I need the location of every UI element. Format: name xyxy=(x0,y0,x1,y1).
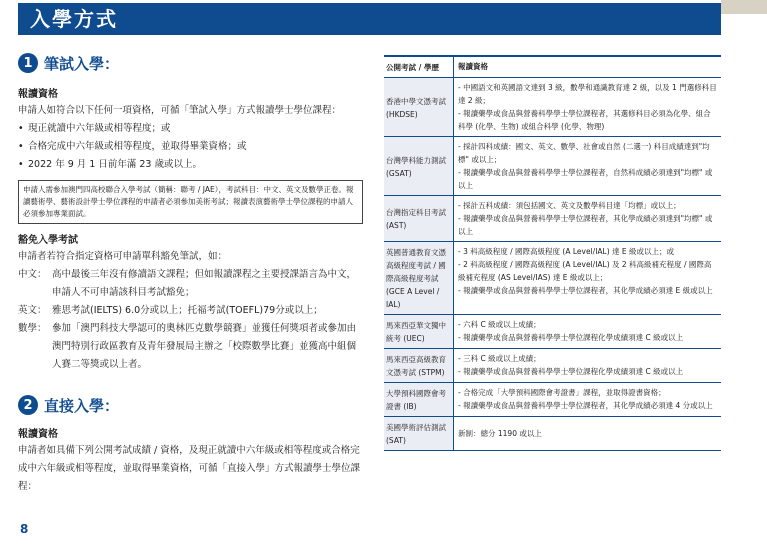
page-number: 8 xyxy=(20,522,29,536)
table-cell-requirement xyxy=(454,315,721,348)
section-2-eligibility-title: 報讀資格 xyxy=(18,429,58,440)
section-1-heading xyxy=(18,50,363,76)
requirement-line: - 六科 C 級或以上成績； xyxy=(458,320,541,329)
table-cell-exam: 台灣學科能力測試 (GSAT) xyxy=(384,137,454,195)
table-cell-requirement xyxy=(454,78,721,136)
admission-requirements-table xyxy=(384,55,721,451)
section-2-heading xyxy=(18,392,363,418)
section-1-eligibility-intro: 申請人如符合以下任何一項資格，可循「筆試入學」方式報讀學士學位課程： xyxy=(18,105,342,116)
table-row xyxy=(384,78,721,137)
page-title: 入學方式 xyxy=(30,7,118,31)
table-cell-exam: 馬來西亞華文獨中統考 (UEC) xyxy=(384,315,454,348)
table-cell-requirement xyxy=(454,196,721,241)
requirement-line: - 三科 C 級或以上成績； xyxy=(458,354,541,363)
exemption-text: 參加「澳門科技大學認可的奧林匹克數學競賽」並獲任何獎項者或參加由澳門特別行政區教育及青年發展局主辦之「校際數學比賽」並獲高中組個人賽二等獎或以上者。 xyxy=(52,323,357,370)
requirement-line: - 中國語文和英國語文達到 3 級，數學和通識教育達 2 級，以及 1 門選修科目達 2 級； xyxy=(458,83,717,105)
exemption-text: 雅思考試(IELTS) 6.0分或以上；托福考試(TOEFL)79分或以上； xyxy=(52,305,323,316)
top-edge-strip xyxy=(721,0,767,14)
exemption-intro: 申請者若符合指定資格可申請單科豁免筆試，如： xyxy=(18,251,228,262)
requirement-line: 新制：總分 1190 或以上 xyxy=(458,429,542,438)
table-row xyxy=(384,315,721,349)
bullet-item: • 合格完成中六年級或相等程度，並取得畢業資格；或 xyxy=(18,138,363,156)
requirement-line: - 報讀藥學或食品與營養科學學士學位課程化學成績須達 C 級或以上 xyxy=(458,333,684,342)
exemption-row-english xyxy=(18,302,363,320)
left-column xyxy=(18,50,363,496)
requirement-line: - 報讀藥學或食品與營養科學學士學位課程者，自然科成績必須達到"均標" 或以上 xyxy=(458,168,713,190)
requirement-line: - 報讀藥學或食品與營養科學學士學位課程化學成績須達 C 級或以上 xyxy=(458,367,684,376)
jae-note-box: 申請人需參加澳門四高校聯合入學考試（簡稱：聯考 / JAE），考試科目：中文、英文及數學正卷。報讀藝術學、藝術設計學士學位課程的申請者必須參加美術考試；報讀表演藝術學士學位課程的申請人必須參加專業面試。 xyxy=(18,180,363,224)
exemption-label: 數學： xyxy=(18,323,47,334)
requirement-line: - 報讀藥學或食品與營養科學學士學位課程者，其選修科目必須為化學、組合科學 (化學、生物) 或組合科學 (化學、物理) xyxy=(458,109,711,131)
table-cell-exam: 台灣指定科目考試 (AST) xyxy=(384,196,454,241)
table-header-exam: 公開考試 / 學歷 xyxy=(384,57,454,77)
table-cell-requirement xyxy=(454,242,721,314)
section-1-number-badge: 1 xyxy=(18,53,38,73)
section-1-eligibility-title: 報讀資格 xyxy=(18,89,58,100)
requirement-line: - 3 科高級程度 / 國際高級程度 (A Level/IAL) 達 E 級或以上；或 xyxy=(458,247,675,256)
table-header-row xyxy=(384,57,721,78)
table-cell-exam: 美國學術評估測試 (SAT) xyxy=(384,417,454,450)
table-cell-requirement xyxy=(454,383,721,416)
title-banner xyxy=(18,3,721,35)
table-row xyxy=(384,137,721,196)
table-cell-requirement xyxy=(454,349,721,382)
table-cell-exam: 馬來西亞高級教育文憑考試 (STPM) xyxy=(384,349,454,382)
table-cell-requirement xyxy=(454,137,721,195)
section-2-number-badge: 2 xyxy=(18,395,38,415)
section-2-title: 直接入學： xyxy=(44,396,120,415)
bullet-item: • 現正就讀中六年級或相等程度；或 xyxy=(18,120,363,138)
section-2-eligibility-intro: 申請者如具備下列公開考試成績 / 資格，及現正就讀中六年級或相等程度或合格完成中六年級或相等程度，並取得畢業資格，可循「直接入學」方式報讀學士學位課程： xyxy=(18,445,361,492)
bullet-item: • 2022 年 9 月 1 日前年滿 23 歲或以上。 xyxy=(18,156,363,174)
exemption-text: 高中最後三年沒有修讀語文課程；但如報讀課程之主要授課語言為中文，申請人不可申請該科目考試豁免； xyxy=(52,269,357,298)
table-row xyxy=(384,383,721,417)
requirement-line: - 報讀藥學或食品與營養科學學士學位課程者，其化學成績必須達 E 級或以上 xyxy=(458,286,713,295)
section-1-title: 筆試入學： xyxy=(44,54,120,73)
exemption-label: 英文： xyxy=(18,305,47,316)
exemption-row-chinese xyxy=(18,266,363,302)
table-row xyxy=(384,242,721,315)
requirement-line: - 合格完成「大學預科國際會考證書」課程，並取得證書資格； xyxy=(458,388,666,397)
exemption-label: 中文： xyxy=(18,269,47,280)
table-row xyxy=(384,196,721,242)
requirement-line: - 2 科高級程度 / 國際高級程度 (A Level/IAL) 及 2 科高級補充程度 / 國際高級補充程度 (AS Level/IAS) 達 E 級或以上； xyxy=(458,260,712,282)
table-cell-exam: 英國普通教育文憑高級程度考試 / 國際高級程度考試 (GCE A Level / IAL) xyxy=(384,242,454,314)
exemption-title: 豁免入學考試 xyxy=(18,235,78,246)
requirement-line: - 採計五科成績：須包括國文、英文及數學科目達「均標」或以上； xyxy=(458,201,681,210)
table-cell-exam: 大學預科國際會考證書 (IB) xyxy=(384,383,454,416)
table-cell-exam: 香港中學文憑考試 (HKDSE) xyxy=(384,78,454,136)
table-row xyxy=(384,349,721,383)
requirement-line: - 報讀藥學或食品與營養科學學士學位課程者，其化學成績必須達到"均標" 或以上 xyxy=(458,214,713,236)
requirement-line: - 採計四科成績：國文、英文、數學、社會或自然 (二選一) 科目成績達到"均標" 或以上； xyxy=(458,142,710,164)
table-row xyxy=(384,417,721,450)
table-cell-requirement xyxy=(454,417,721,450)
exemption-row-math xyxy=(18,320,363,374)
table-header-requirement: 報讀資格 xyxy=(458,62,488,71)
requirement-line: - 報讀藥學或食品與營養科學學士學位課程者，其化學成績必須達 4 分或以上 xyxy=(458,401,713,410)
